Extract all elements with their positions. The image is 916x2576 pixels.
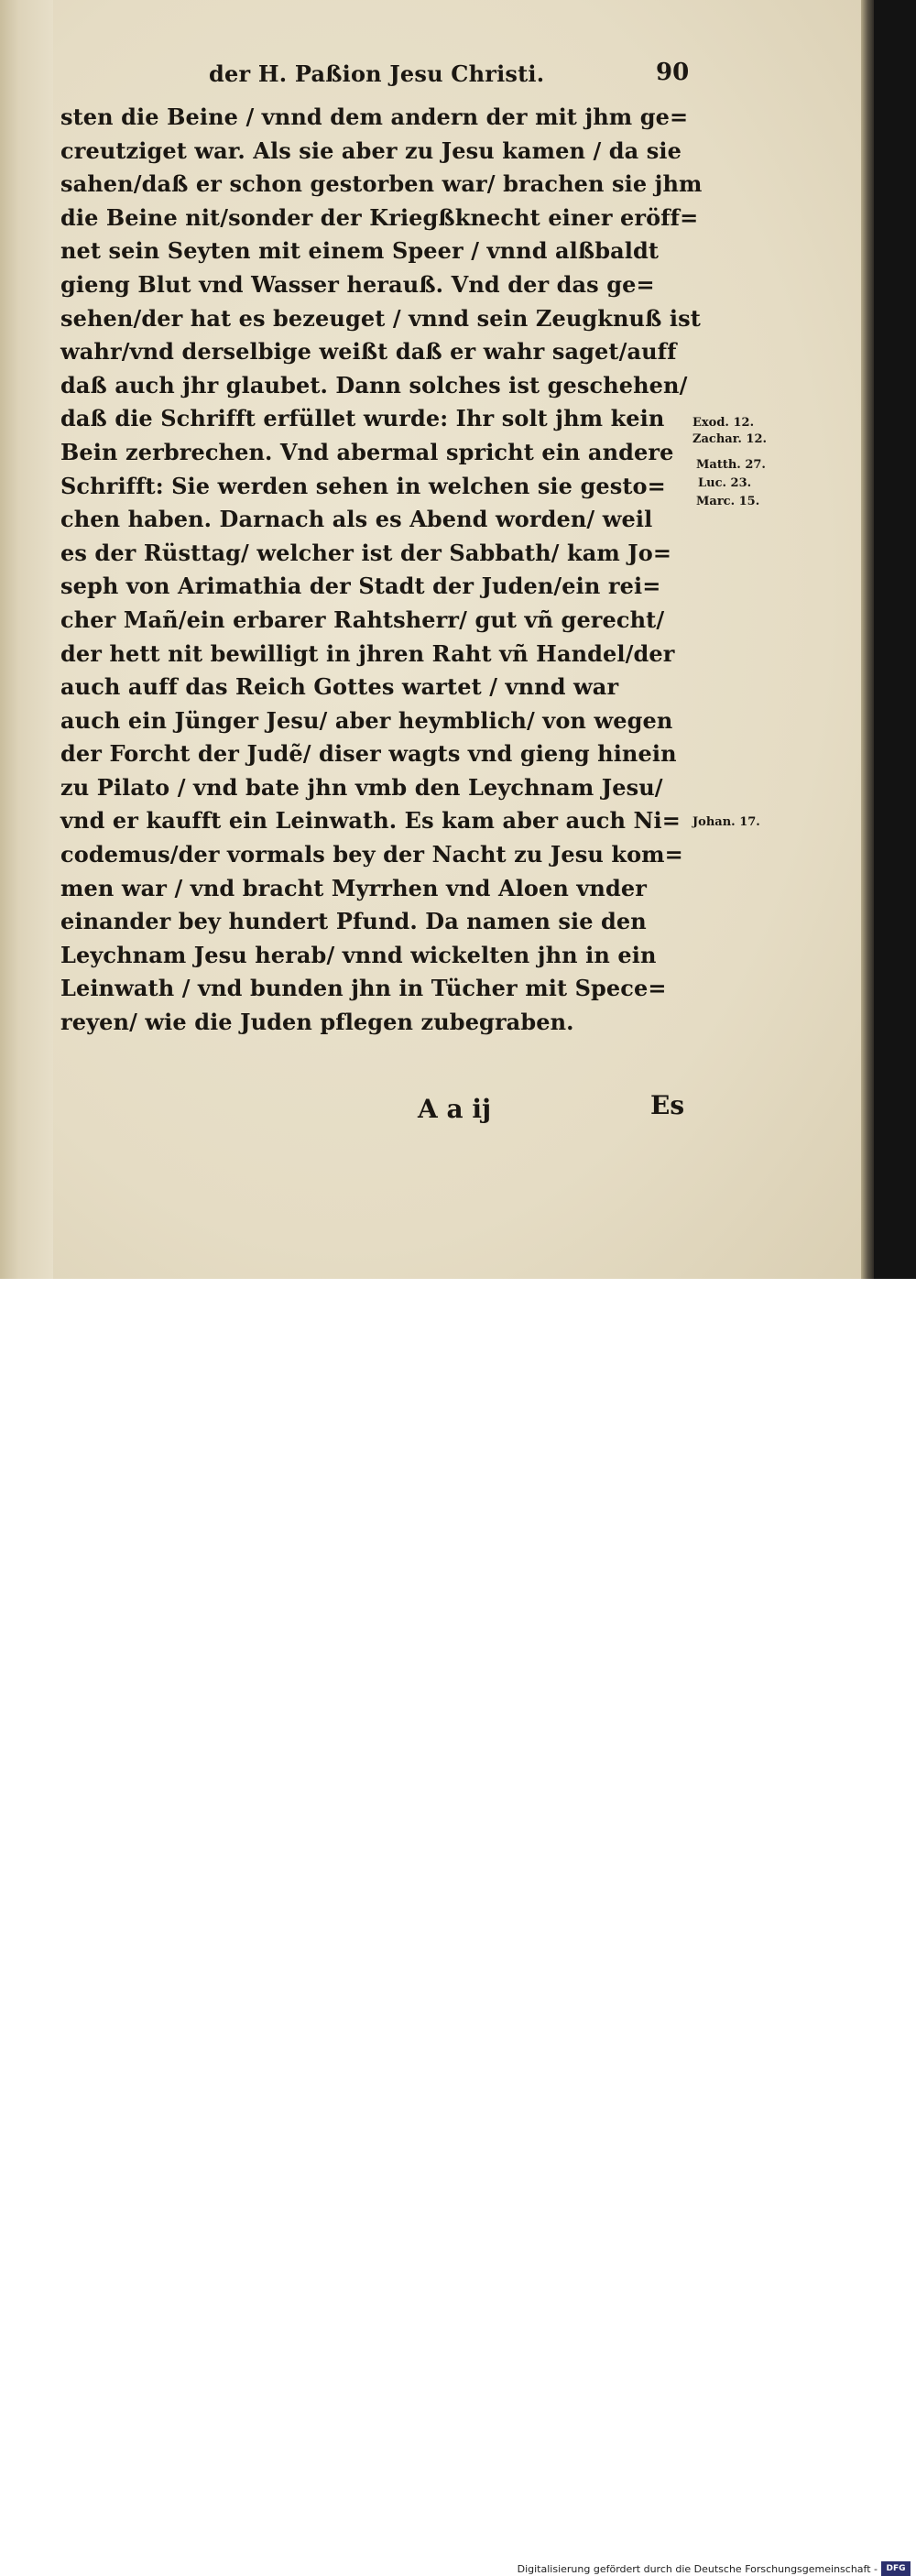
text-line: sehen/der hat es bezeuget / vnnd sein Zeugknuß ist [60, 304, 701, 332]
signature-mark: A a ij [418, 1094, 492, 1124]
margin-note-matth: Matth. 27. [696, 458, 766, 472]
text-line: men war / vnd bracht Myrrhen vnd Aloen vnder [60, 874, 647, 901]
page-edge-shadow [861, 0, 874, 1304]
body-text [60, 101, 703, 1040]
page-gutter-shadow [0, 0, 53, 1304]
margin-note-exod: Exod. 12. [692, 416, 755, 430]
text-line: Leinwath / vnd bunden jhn in Tücher mit Spece= [60, 975, 667, 1002]
scan-background-strip [874, 0, 916, 1279]
text-line: net sein Seyten mit einem Speer / vnnd alßbaldt [60, 237, 660, 265]
text-line: der hett nit bewilligt in jhren Raht vñ Handel/der [60, 639, 675, 667]
text-line: auch ein Jünger Jesu/ aber heymblich/ von wegen [60, 706, 673, 734]
catchword: Es [650, 1090, 685, 1120]
text-line: einander bey hundert Pfund. Da namen sie den [60, 908, 647, 935]
digitization-credit: Digitalisierung gefördert durch die Deutsche Forschungsgemeinschaft - [517, 2563, 878, 2575]
book-page [0, 0, 868, 1304]
text-line: cher Mañ/ein erbarer Rahtsherr/ gut vñ gerecht/ [60, 606, 665, 633]
text-line: sahen/daß er schon gestorben war/ brachen sie jhm [60, 170, 703, 198]
text-line: zu Pilato / vnd bate jhn vmb den Leychnam Jesu/ [60, 773, 663, 801]
margin-note-luc: Luc. 23. [698, 476, 752, 490]
digitization-footer [0, 1279, 916, 2575]
folio-number: 90 [656, 59, 690, 86]
text-line: vnd er kaufft ein Leinwath. Es kam aber auch Ni= [60, 807, 681, 835]
running-head: der H. Paßion Jesu Christi. [209, 60, 545, 87]
text-line: sten die Beine / vnnd dem andern der mit jhm ge= [60, 104, 689, 130]
text-line: es der Rüsttag/ welcher ist der Sabbath/ kam Jo= [60, 539, 672, 566]
text-line: die Beine nit/sonder der Kriegßknecht einer eröff= [60, 203, 699, 231]
text-line: daß die Schrifft erfüllet wurde: Ihr solt jhm kein [60, 405, 665, 432]
text-line: daß auch jhr glaubet. Dann solches ist geschehen/ [60, 371, 688, 398]
margin-note-marc: Marc. 15. [696, 495, 760, 508]
text-line: wahr/vnd derselbige weißt daß er wahr saget/auff [60, 338, 677, 366]
text-line: Schrifft: Sie werden sehen in welchen sie gesto= [60, 472, 666, 499]
text-line: der Forcht der Judẽ/ diser wagts vnd gieng hinein [60, 740, 677, 768]
text-line: gieng Blut vnd Wasser herauß. Vnd der das ge= [60, 270, 655, 298]
margin-note-johan: Johan. 17. [692, 815, 760, 829]
text-line: Leychnam Jesu herab/ vnnd wickelten jhn in ein [60, 941, 657, 968]
text-line: auch auff das Reich Gottes wartet / vnnd war [60, 673, 619, 701]
dfg-logo: DFG [881, 2561, 911, 2576]
text-line: Bein zerbrechen. Vnd abermal spricht ein andere [60, 438, 674, 465]
text-line: seph von Arimathia der Stadt der Juden/ein rei= [60, 573, 661, 600]
text-line: reyen/ wie die Juden pflegen zubegraben. [60, 1009, 574, 1036]
text-line: codemus/der vormals bey der Nacht zu Jesu kom= [60, 841, 683, 868]
text-line: chen haben. Darnach als es Abend worden/ weil [60, 506, 653, 533]
text-line: creutziget war. Als sie aber zu Jesu kamen / da sie [60, 136, 682, 164]
margin-note-zachar: Zachar. 12. [692, 432, 768, 446]
